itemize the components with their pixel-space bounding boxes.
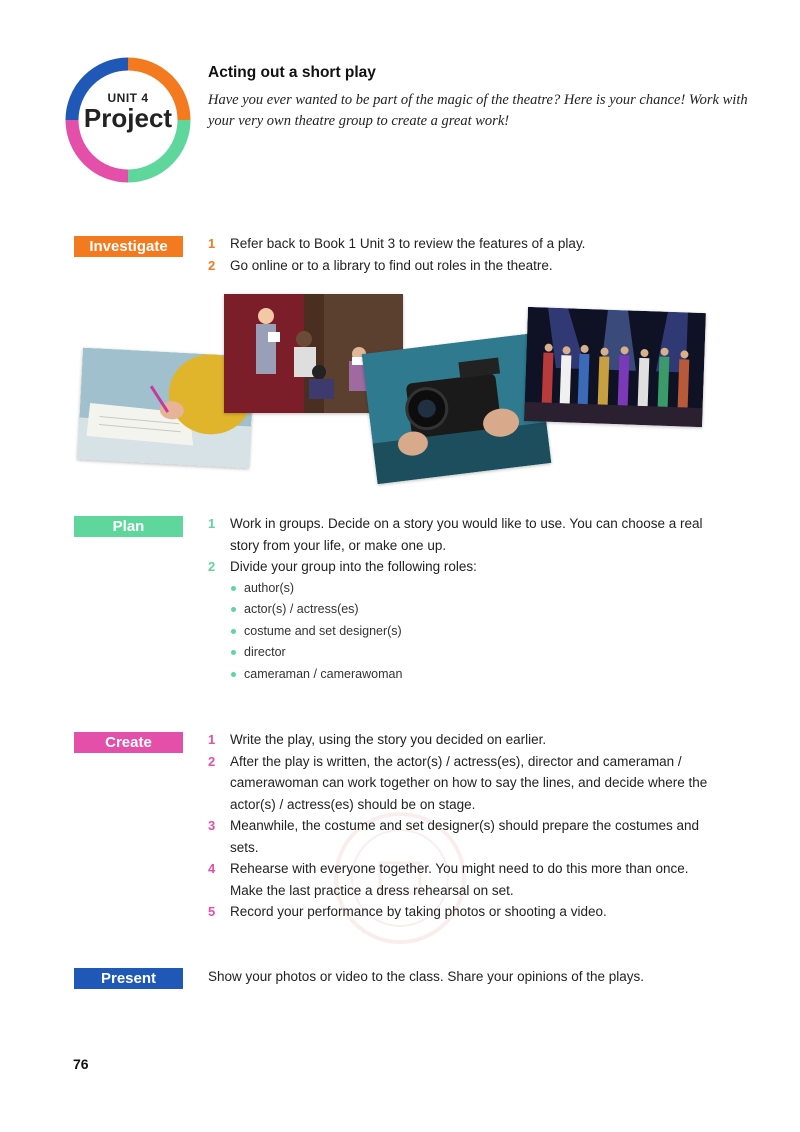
bullet-dot bbox=[231, 650, 236, 655]
list-item bbox=[208, 815, 723, 858]
item-number: 5 bbox=[208, 904, 216, 919]
item-number: 3 bbox=[208, 818, 216, 833]
role-item bbox=[230, 664, 708, 686]
role-item bbox=[230, 621, 708, 643]
item-text: Meanwhile, the costume and set designer(s) should prepare the costumes and sets. bbox=[230, 818, 700, 855]
item-number: 2 bbox=[208, 257, 216, 273]
item-text: Go online or to a library to find out roles in the theatre. bbox=[230, 257, 553, 273]
role-text: actor(s) / actress(es) bbox=[244, 602, 359, 616]
bullet-dot bbox=[231, 607, 236, 612]
item-number: 4 bbox=[208, 861, 216, 876]
role-item bbox=[230, 599, 708, 621]
item-number: 1 bbox=[208, 236, 216, 251]
unit-number: UNIT 4 bbox=[107, 91, 149, 105]
list-item bbox=[208, 255, 748, 277]
role-text: author(s) bbox=[244, 580, 295, 595]
create-list bbox=[208, 729, 723, 923]
role-text: cameraman / camerawoman bbox=[244, 666, 403, 681]
role-text: costume and set designer(s) bbox=[244, 623, 402, 638]
project-label: Project bbox=[83, 103, 173, 133]
present-text: Show your photos or video to the class. Share your opinions of the plays. bbox=[208, 969, 645, 984]
item-text: Write the play, using the story you decided on earlier. bbox=[230, 732, 547, 747]
list-item bbox=[208, 556, 708, 685]
photo-camera bbox=[362, 333, 552, 484]
section-label-present: Present bbox=[74, 968, 183, 989]
page-title: Acting out a short play bbox=[208, 64, 376, 81]
item-text: After the play is written, the actor(s) / actress(es), director and cameraman / camerawoman can work together on how to say the lines, and decide where the actor(s) / actress(es) should be on stage. bbox=[230, 753, 708, 812]
role-item bbox=[230, 578, 708, 600]
bullet-dot bbox=[231, 586, 236, 591]
item-text: Rehearse with everyone together. You might need to do this more than once. Make the last practice a dress rehearsal on set. bbox=[230, 861, 689, 898]
page-number: 76 bbox=[73, 1056, 89, 1072]
item-number: 1 bbox=[208, 516, 216, 531]
roles-list bbox=[230, 578, 708, 686]
list-item bbox=[208, 901, 723, 923]
section-label-create: Create bbox=[74, 732, 183, 753]
role-item bbox=[230, 642, 708, 664]
list-item bbox=[208, 729, 723, 751]
list-item bbox=[208, 751, 723, 816]
role-text: director bbox=[244, 645, 286, 659]
item-text: Record your performance by taking photos or shooting a video. bbox=[230, 904, 607, 919]
list-item bbox=[208, 513, 708, 556]
item-number: 2 bbox=[208, 753, 216, 769]
item-number: 1 bbox=[208, 732, 216, 747]
plan-list bbox=[208, 513, 708, 685]
bullet-dot bbox=[231, 672, 236, 677]
photo-stage bbox=[524, 307, 706, 427]
item-text: Work in groups. Decide on a story you would like to use. You can choose a real story from your life, or make one up. bbox=[230, 516, 703, 553]
bullet-dot bbox=[231, 629, 236, 634]
investigate-list bbox=[208, 233, 748, 276]
item-number: 2 bbox=[208, 559, 216, 574]
section-label-plan: Plan bbox=[74, 516, 183, 537]
section-label-investigate: Investigate bbox=[74, 236, 183, 257]
list-item bbox=[208, 858, 723, 901]
item-text: Divide your group into the following roles: bbox=[230, 559, 477, 574]
list-item bbox=[208, 233, 748, 255]
item-text: Refer back to Book 1 Unit 3 to review the features of a play. bbox=[230, 236, 586, 251]
intro-text: Have you ever wanted to be part of the magic of the theatre? Here is your chance! Work with your very own theatre group to create a great work! bbox=[208, 92, 748, 129]
